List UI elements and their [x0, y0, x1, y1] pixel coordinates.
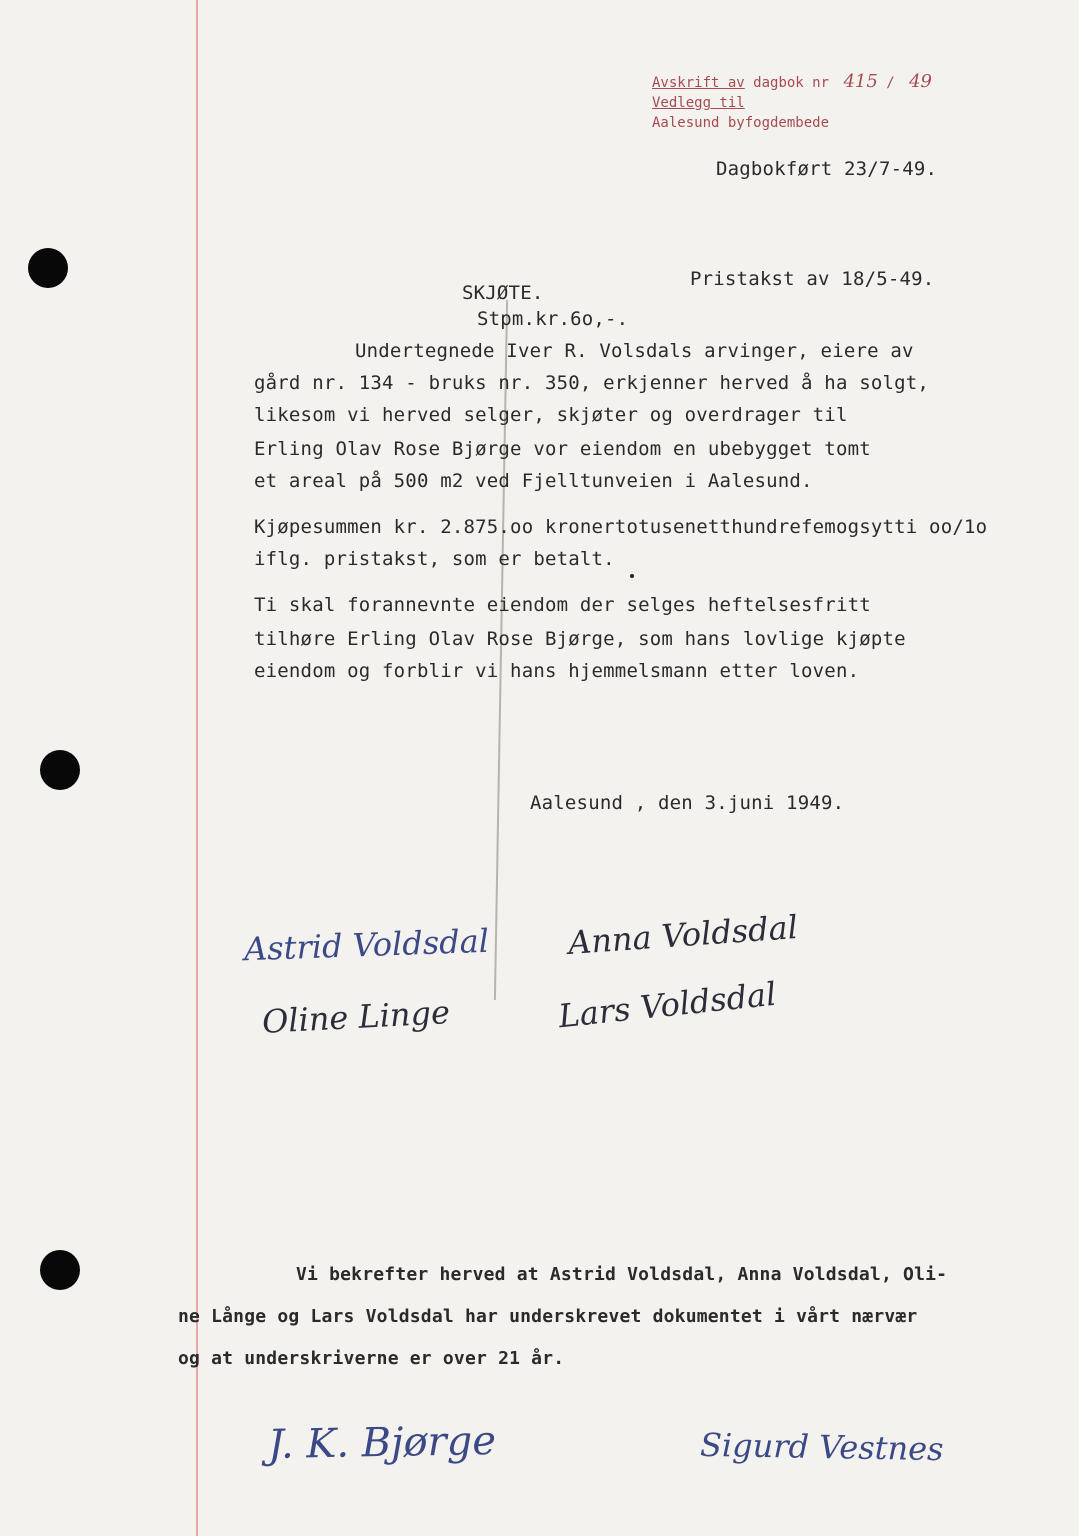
witness-signature-bjorge: J. K. Bjørge: [267, 1418, 497, 1468]
ink-dot: [630, 574, 634, 578]
stamp-year-sep: /: [886, 75, 904, 91]
paragraph2-line2: iflg. pristakst, som er betalt.: [254, 548, 615, 570]
signature-anna: Anna Voldsdal: [566, 908, 799, 962]
paragraph3-line2: tilhøre Erling Olav Rose Bjørge, som hans lovlige kjøpte: [254, 628, 906, 650]
signature-astrid: Astrid Voldsdal: [243, 921, 490, 969]
dagbok-entry: Dagbokført 23/7-49.: [716, 158, 938, 180]
stamp-prefix: Avskrift av: [652, 75, 745, 91]
paragraph3-line3: eiendom og forblir vi hans hjemmelsmann etter loven.: [254, 660, 860, 682]
paragraph1-line2: gård nr. 134 - bruks nr. 350, erkjenner herved å ha solgt,: [254, 372, 930, 394]
punch-hole-icon: [40, 750, 80, 790]
stamp-line2: Vedlegg til: [652, 95, 745, 111]
stamp-mid: dagbok nr: [753, 75, 830, 91]
witness-signature-vestnes: Sigurd Vestnes: [699, 1425, 944, 1469]
witness-line3: og at underskriverne er over 21 år.: [178, 1348, 565, 1369]
witness-line1: Vi bekrefter herved at Astrid Voldsdal, Anna Voldsdal, Oli-: [296, 1264, 948, 1285]
signature-lars: Lars Voldsdal: [556, 974, 778, 1036]
registry-stamp: [652, 72, 932, 133]
signature-oline: Oline Linge: [261, 993, 451, 1041]
punch-hole-icon: [40, 1250, 80, 1290]
paragraph3-line1: Ti skal forannevnte eiendom der selges heftelsesfritt: [254, 594, 871, 616]
paragraph2-line1: Kjøpesummen kr. 2.875.oo kronertotusenetthundrefemogsytti oo/1o: [254, 516, 988, 538]
stamp-fee: Stpm.kr.6o,-.: [477, 308, 629, 330]
paragraph1-line3: likesom vi herved selger, skjøter og overdrager til: [254, 404, 848, 426]
pristakst-entry: Pristakst av 18/5-49.: [690, 268, 935, 290]
place-date: Aalesund , den 3.juni 1949.: [530, 792, 845, 814]
document-title: SKJØTE.: [462, 282, 544, 304]
stamp-year: 49: [909, 71, 933, 92]
paragraph1-line4: Erling Olav Rose Bjørge vor eiendom en ubebygget tomt: [254, 438, 871, 460]
stamp-record-number: 415: [843, 71, 878, 92]
punch-hole-icon: [28, 248, 68, 288]
stamp-line3: Aalesund byfogdembede: [652, 115, 830, 131]
paragraph1-line5: et areal på 500 m2 ved Fjelltunveien i Aalesund.: [254, 470, 813, 492]
witness-line2: ne Långe og Lars Voldsdal har underskrevet dokumentet i vårt nærvær: [178, 1306, 918, 1327]
paragraph1-line1: Undertegnede Iver R. Volsdals arvinger, eiere av: [355, 340, 914, 362]
